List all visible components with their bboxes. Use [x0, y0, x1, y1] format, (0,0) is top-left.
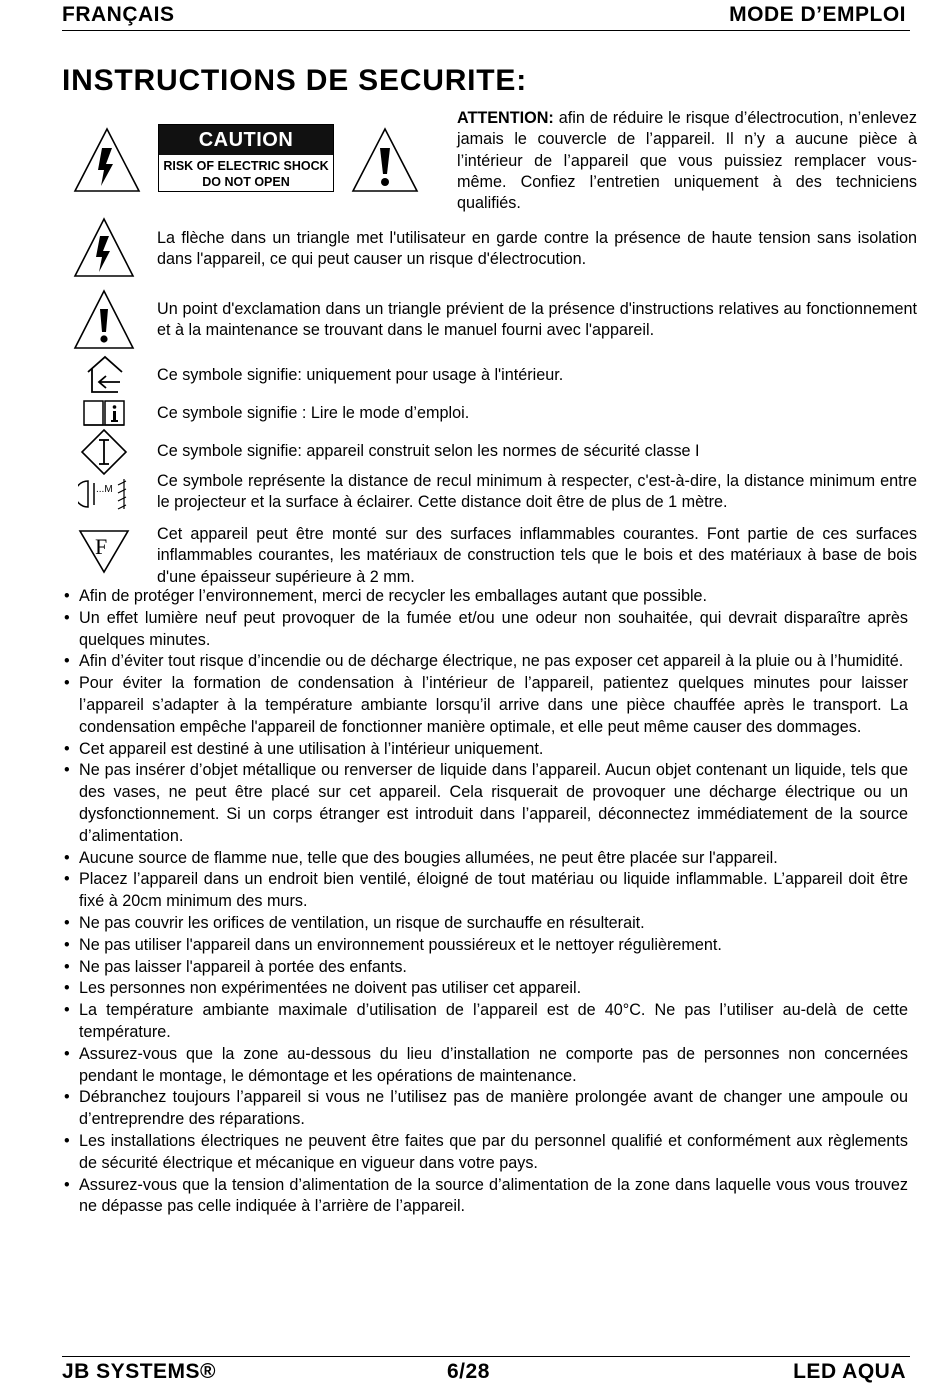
safety-bullet-item: • Les installations électriques ne peuvent être faites que par du personnel qualifié et conformément aux règlements de sécurité électrique et mécanique en vigueur dans votre pays.	[64, 1131, 908, 1175]
safety-bullet-item: • Ne pas insérer d’objet métallique ou renverser de liquide dans l’appareil. Aucun objet contenant un liquide, tels que des vases, ne peut être placé sur cet appareil. Cela risquerait de provoquer une décharge électrique ou un dysfonctionnement. Si un corps étranger est introduit dans l’appareil, déconnectez immédiatement de la source d’alimentation.	[64, 760, 908, 847]
safety-bullet-item: • Assurez-vous que la tension d’alimentation de la source d’alimentation de la zone dans laquelle vous vous trouvez ne dépasse pas celle indiquée à l’arrière de l’appareil.	[64, 1175, 908, 1219]
symbol-distance-text: Ce symbole représente la distance de recul minimum à respecter, c'est-à-dire, la distance minimum entre le projecteur et la surface à éclairer. Cette distance doit être de plus de 1 mètre.	[157, 472, 917, 512]
safety-bullet-item: • Ne pas utiliser l'appareil dans un environnement poussiéreux et le nettoyer régulièrement.	[64, 935, 908, 957]
header-doc-type: MODE D’EMPLOI	[729, 3, 906, 26]
caution-title: CAUTION	[159, 125, 333, 155]
safety-bullet-item: • La température ambiante maximale d’utilisation de l’appareil est de 40°C. Ne pas l’utiliser au-delà de cette température.	[64, 1000, 908, 1044]
page-header	[62, 2, 910, 31]
minimum-distance-icon	[78, 477, 132, 511]
safety-bullet-item: • Ne pas couvrir les orifices de ventilation, un risque de surchauffe en résulterait.	[64, 913, 908, 935]
safety-bullet-item: • Débranchez toujours l’appareil si vous ne l’utilisez pas de manière prolongée avant de changer une ampoule ou d’entreprendre des réparations.	[64, 1087, 908, 1131]
exclamation-warning-icon	[350, 126, 420, 194]
safety-bullet-item: • Aucune source de flamme nue, telle que des bougies allumées, ne peut être placée sur l'appareil.	[64, 848, 908, 870]
symbol-flammable-text: Cet appareil peut être monté sur des surfaces inflammables courantes. Font partie de ces surfaces inflammables courantes, les matériaux de construction tels que le bois et des matériaux à base de bois d'une épaisseur supérieure à 2 mm.	[157, 525, 917, 586]
class-1-protection-icon	[80, 428, 128, 476]
safety-bullet-item: • Les personnes non expérimentées ne doivent pas utiliser cet appareil.	[64, 978, 908, 1000]
exclamation-icon	[72, 288, 136, 351]
symbol-voltage-text: La flèche dans un triangle met l'utilisateur en garde contre la présence de haute tension sans isolation dans l'appareil, ce qui peut causer un risque d'électrocution.	[157, 229, 917, 269]
caution-line-2: DO NOT OPEN	[202, 175, 290, 189]
read-manual-icon	[82, 398, 128, 428]
flammable-surface-icon	[78, 528, 130, 574]
high-voltage-warning-icon	[72, 126, 142, 194]
safety-bullet-item: • Assurez-vous que la zone au-dessous du lieu d’installation ne comporte pas de personnes non concernées pendant le montage, le démontage et les opérations de maintenance.	[64, 1044, 908, 1088]
caution-label	[158, 124, 334, 192]
distance-icon-label: ...M	[96, 484, 113, 495]
symbol-exclamation-text: Un point d'exclamation dans un triangle prévient de la présence d'instructions relatives au fonctionnement et à la maintenance se trouvant dans le manuel fourni avec l'appareil.	[157, 300, 917, 340]
attention-label: ATTENTION:	[457, 109, 554, 127]
footer-brand: JB SYSTEMS®	[62, 1360, 217, 1383]
safety-bullet-list	[64, 586, 908, 1218]
page-title: INSTRUCTIONS DE SECURITE:	[62, 64, 528, 97]
footer-page-number: 6/28	[447, 1360, 490, 1383]
high-voltage-icon	[72, 216, 136, 279]
safety-bullet-item: • Afin d’éviter tout risque d’incendie ou de décharge électrique, ne pas exposer cet appareil à la pluie ou à l’humidité.	[64, 651, 908, 673]
safety-bullet-item: • Ne pas laisser l'appareil à portée des enfants.	[64, 957, 908, 979]
indoor-use-icon	[84, 354, 126, 396]
flammable-icon-label: F	[95, 534, 108, 559]
symbol-class1-text: Ce symbole signifie: appareil construit selon les normes de sécurité classe I	[157, 442, 700, 460]
safety-bullet-item: • Placez l’appareil dans un endroit bien ventilé, éloigné de tout matériau ou liquide inflammable. L’appareil doit être fixé à 20cm minimum des murs.	[64, 869, 908, 913]
safety-bullet-item: • Cet appareil est destiné à une utilisation à l’intérieur uniquement.	[64, 739, 908, 761]
attention-paragraph	[457, 108, 917, 214]
header-language: FRANÇAIS	[62, 3, 175, 26]
safety-bullet-item: • Un effet lumière neuf peut provoquer de la fumée et/ou une odeur non souhaitée, qui devrait disparaître après quelques minutes.	[64, 608, 908, 652]
page-footer	[62, 1356, 910, 1387]
symbol-indoor-text: Ce symbole signifie: uniquement pour usage à l'intérieur.	[157, 366, 564, 384]
footer-product: LED AQUA	[793, 1360, 906, 1383]
attention-text: afin de réduire le risque d’électrocution, n’enlevez jamais le couvercle de l’appareil. Il n’y a aucune pièce à l’intérieur de l’appareil que vous puissiez remplacer vous-même. Confiez l’entretien uniquement à des techniciens qualifiés.	[457, 109, 917, 213]
safety-bullet-item: • Pour éviter la formation de condensation à l’intérieur de l’appareil, patientez quelques minutes pour laisser l’appareil s’adapter à la température ambiante lorsqu’il arrive dans une pièce chauffée après le transport. La condensation empêche l'appareil de fonctionner manière optimale, et elle peut même causer des dommages.	[64, 673, 908, 738]
caution-line-1: RISK OF ELECTRIC SHOCK	[163, 159, 329, 173]
safety-bullet-item: • Afin de protéger l’environnement, merci de recycler les emballages autant que possible.	[64, 586, 908, 608]
symbol-manual-text: Ce symbole signifie : Lire le mode d’emploi.	[157, 404, 470, 422]
